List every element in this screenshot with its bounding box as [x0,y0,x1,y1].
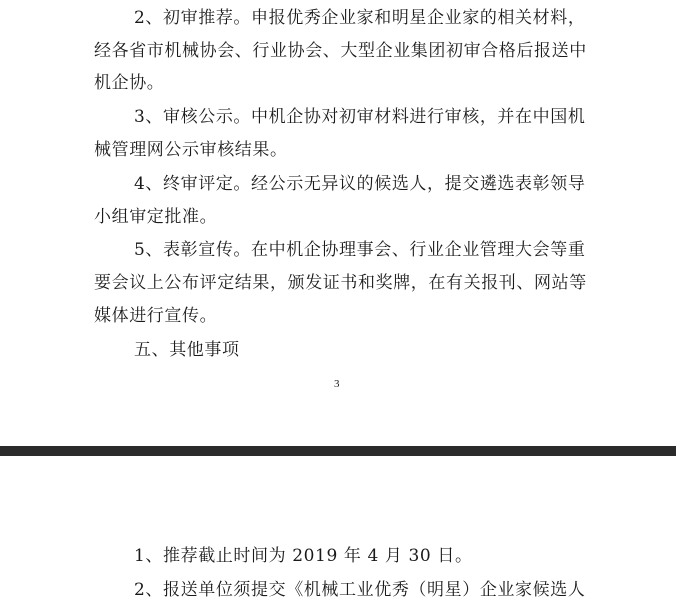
paragraph-initial-review-line-2: 经各省市机械协会、行业协会、大型企业集团初审合格后报送中 [94,41,587,61]
paragraph-initial-review-line-3: 机企协。 [94,73,165,93]
paragraph-audit-publicity-line-1: 3、审核公示。中机企协对初审材料进行审核，并在中国机 [134,107,586,127]
paragraph-audit-publicity-line-2: 械管理网公示审核结果。 [94,140,288,160]
document-page-4 [0,456,676,605]
page-separator [0,446,676,456]
paragraph-final-review-line-1: 4、终审评定。经公示无异议的候选人，提交遴选表彰领导 [134,174,586,194]
paragraph-commendation-line-1: 5、表彰宣传。在中机企协理事会、行业企业管理大会等重 [134,240,586,260]
item-deadline: 1、推荐截止时间为 2019 年 4 月 30 日。 [134,546,473,566]
item-submission-requirement: 2、报送单位须提交《机械工业优秀（明星）企业家候选人 [134,580,586,600]
paragraph-final-review-line-2: 小组审定批准。 [94,207,218,227]
section-heading-other-matters: 五、其他事项 [134,340,240,360]
page-number: 3 [334,378,340,390]
paragraph-commendation-line-3: 媒体进行宣传。 [94,306,218,326]
paragraph-initial-review-line-1: 2、初审推荐。申报优秀企业家和明星企业家的相关材料， [134,8,586,28]
paragraph-commendation-line-2: 要会议上公布评定结果，颁发证书和奖牌，在有关报刊、网站等 [94,273,587,293]
